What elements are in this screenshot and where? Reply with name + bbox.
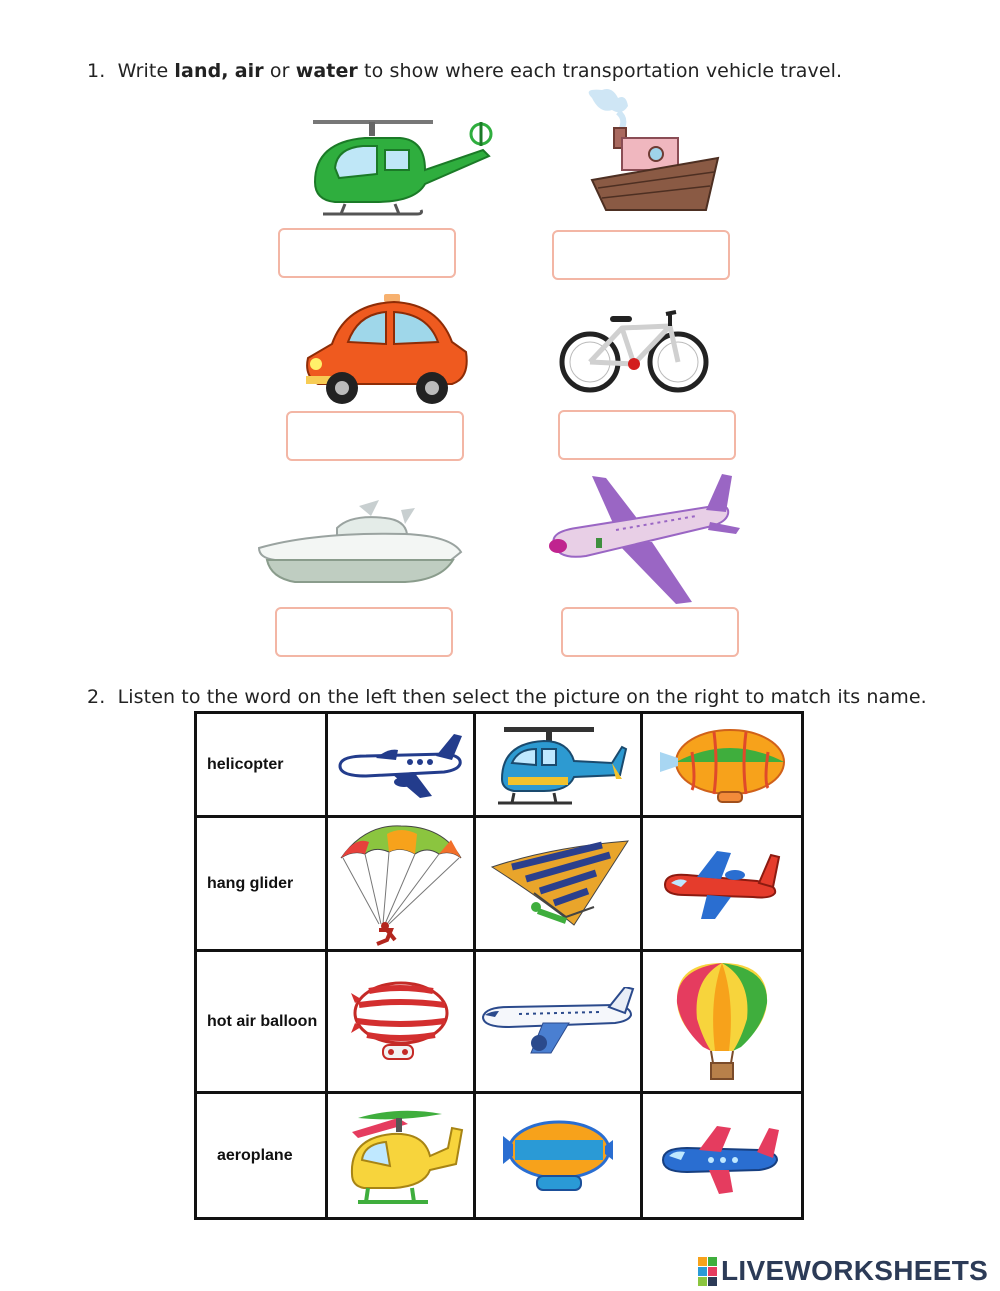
option-cell[interactable]: [642, 817, 803, 951]
liveworksheets-logo: [698, 1255, 988, 1287]
option-cell[interactable]: [327, 951, 475, 1093]
steamboat-icon: [582, 88, 722, 214]
car-icon: [302, 292, 472, 406]
word-hot-air-balloon: hot air balloon: [207, 1012, 318, 1030]
table-row: [196, 951, 803, 1093]
helicopter-icon: [488, 719, 628, 811]
answer-box-helicopter[interactable]: [278, 228, 456, 278]
word-helicopter: helicopter: [207, 755, 284, 773]
blimp-icon: [656, 724, 788, 806]
hang-glider-icon: [482, 837, 634, 931]
answer-box-car[interactable]: [286, 411, 464, 461]
matching-table: [194, 711, 804, 1220]
keyword-water: water: [295, 60, 358, 82]
word-hang-glider: hang glider: [207, 874, 294, 892]
question-1-instruction: 1. Write land, air or water to show where each transportation vehicle travel.: [87, 60, 843, 82]
helicopter-icon: [338, 1104, 464, 1208]
airplane-icon: [659, 1116, 785, 1196]
row-word-cell: [196, 1093, 327, 1219]
answer-box-steamboat[interactable]: [552, 230, 730, 280]
row-word-cell: [196, 817, 327, 951]
hot-air-balloon-icon: [673, 959, 771, 1085]
option-cell[interactable]: [642, 713, 803, 817]
answer-box-speedboat[interactable]: [275, 607, 453, 657]
jet-icon: [661, 845, 783, 923]
bicycle-icon: [558, 302, 710, 396]
option-cell[interactable]: [475, 1093, 642, 1219]
option-cell[interactable]: [327, 1093, 475, 1219]
option-cell[interactable]: [475, 713, 642, 817]
airship-icon: [349, 977, 453, 1067]
speedboat-icon: [255, 498, 465, 588]
table-row: [196, 817, 803, 951]
option-cell[interactable]: [475, 951, 642, 1093]
option-cell[interactable]: [642, 951, 803, 1093]
option-cell[interactable]: [327, 817, 475, 951]
airliner-icon: [479, 987, 637, 1057]
parachute-icon: [335, 822, 467, 946]
row-word-cell: [196, 713, 327, 817]
airplane-icon: [546, 470, 742, 608]
option-cell[interactable]: [475, 817, 642, 951]
word-aeroplane: aeroplane: [217, 1146, 293, 1164]
question-2-instruction: 2. Listen to the word on the left then select the picture on the right to match its name.: [87, 686, 927, 708]
table-row: [196, 1093, 803, 1219]
blimp-icon: [499, 1116, 617, 1196]
logo-mark-icon: [698, 1257, 717, 1286]
question-1-number: 1.: [87, 60, 106, 82]
answer-box-bicycle[interactable]: [558, 410, 736, 460]
row-word-cell: [196, 951, 327, 1093]
logo-text: LIVEWORKSHEETS: [721, 1255, 989, 1286]
question-2-number: 2.: [87, 686, 106, 708]
helicopter-icon: [305, 110, 495, 222]
keyword-land: land,: [174, 60, 229, 82]
option-cell[interactable]: [642, 1093, 803, 1219]
answer-box-airplane[interactable]: [561, 607, 739, 657]
keyword-air: air: [234, 60, 264, 82]
table-row: [196, 713, 803, 817]
option-cell[interactable]: [327, 713, 475, 817]
airplane-icon: [336, 730, 466, 800]
